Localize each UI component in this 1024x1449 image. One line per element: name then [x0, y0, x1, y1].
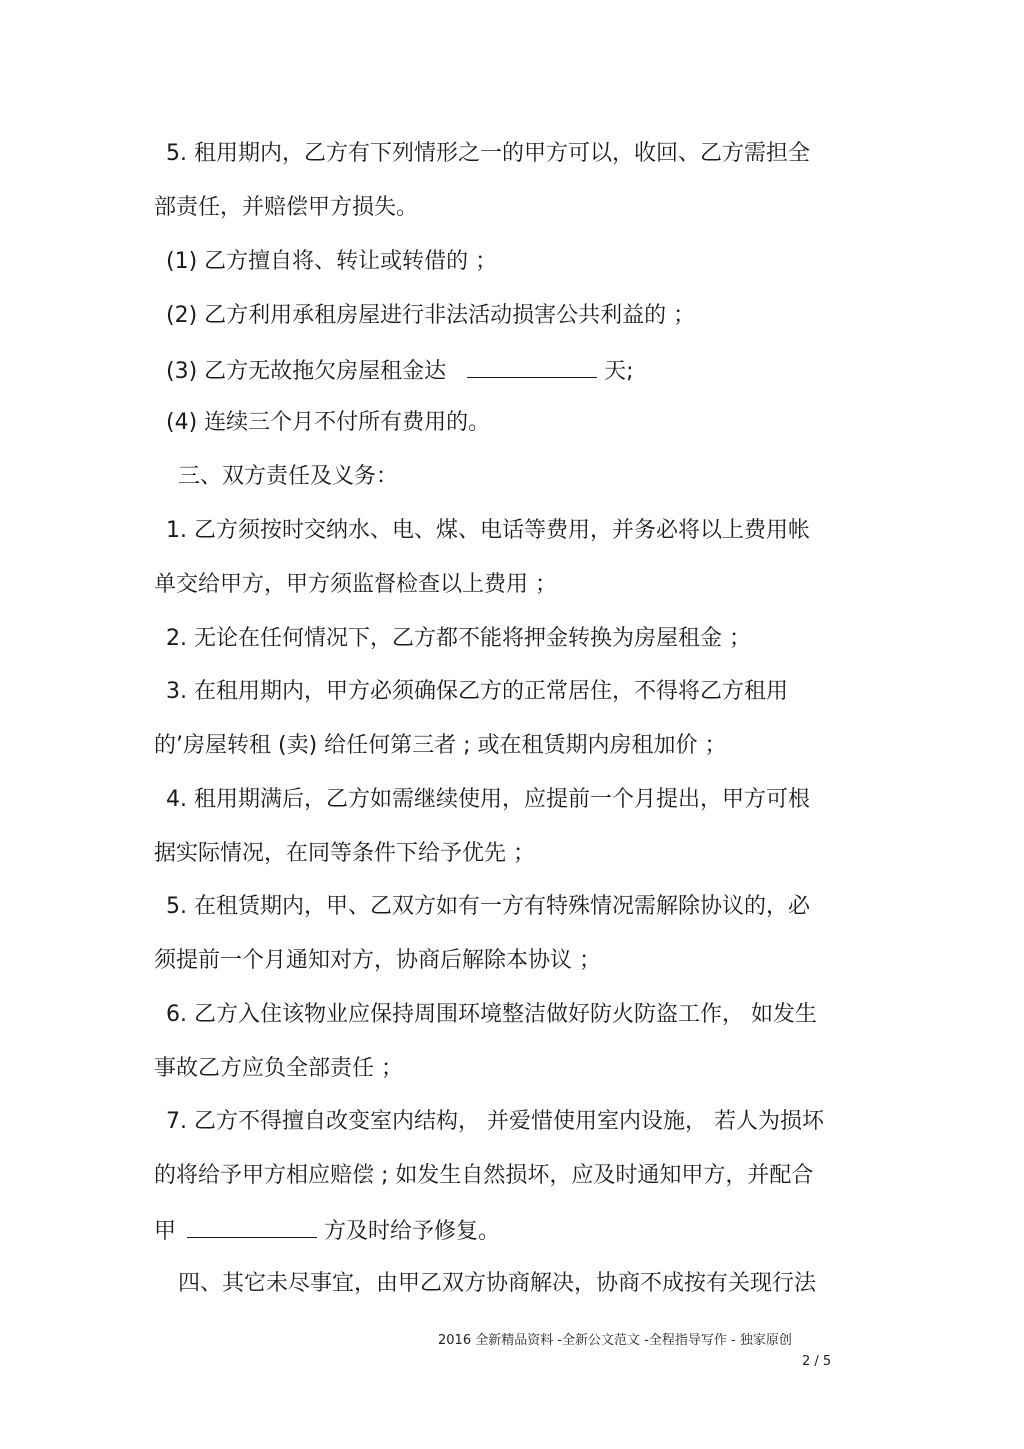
- duty-7-line-1: 7. 乙方不得擅自改变室内结构， 并爱惜使用室内设施， 若人为损坏: [166, 1109, 824, 1134]
- duty-4-line-2: 据实际情况，在同等条件下给予优先 ；: [154, 841, 535, 866]
- item-2: (2) 乙方利用承租房屋进行非法活动损害公共利益的 ；: [166, 303, 696, 328]
- item-3-text: (3) 乙方无故拖欠房屋租金达: [166, 359, 447, 384]
- duty-7-line-3: [154, 1215, 500, 1247]
- duty-5-line-2: 须提前一个月通知对方，协商后解除本协议 ；: [154, 948, 601, 973]
- duty-6-line-1: 6. 乙方入住该物业应保持周围环境整洁做好防火防盗工作， 如发生: [166, 1002, 817, 1027]
- duty-6-line-2: 事故乙方应负全部责任 ；: [154, 1056, 403, 1081]
- duty-3-line-1: 3. 在租用期内，甲方必须确保乙方的正常居住，不得将乙方租用: [166, 679, 788, 704]
- clause-5-line-2: 部责任，并赔偿甲方损失。: [154, 195, 419, 220]
- section-3-heading: 三、双方责任及义务：: [178, 464, 399, 489]
- duty-7-line-2: 的将给予甲方相应赔偿 ; 如发生自然损坏，应及时通知甲方，并配合: [154, 1163, 814, 1188]
- item-1: (1) 乙方擅自将、转让或转借的 ；: [166, 249, 498, 274]
- page-number: 2 / 5: [802, 1354, 832, 1369]
- duty-5-line-1: 5. 在租赁期内，甲、乙双方如有一方有特殊情况需解除协议的，必: [166, 894, 810, 919]
- duty-7-prefix: 甲: [154, 1219, 177, 1244]
- section-4-line-1: 四、其它未尽事宜，由甲乙双方协商解决，协商不成按有关现行法: [178, 1271, 817, 1296]
- duty-4-line-1: 4. 租用期满后，乙方如需继续使用，应提前一个月提出，甲方可根: [166, 787, 810, 812]
- footer-slogan: 2016 全新精品资料 -全新公文范文 -全程指导写作 - 独家原创: [438, 1333, 792, 1348]
- duty-3-line-2: 的’房屋转租 (卖) 给任何第三者 ; 或在租赁期内房租加价 ；: [154, 733, 727, 758]
- item-3: [166, 355, 634, 387]
- clause-5-line-1: 5. 租用期内，乙方有下列情形之一的甲方可以，收回、乙方需担全: [166, 141, 810, 166]
- duty-2: 2. 无论在任何情况下，乙方都不能将押金转换为房屋租金 ；: [166, 626, 751, 651]
- fill-in-blank-days: [467, 355, 597, 378]
- duty-1-line-1: 1. 乙方须按时交纳水、电、煤、电话等费用，并务必将以上费用帐: [166, 518, 810, 543]
- item-3-suffix: 天;: [604, 359, 634, 384]
- item-4: (4) 连续三个月不付所有费用的。: [166, 410, 491, 435]
- duty-7-suffix: 方及时给予修复。: [324, 1219, 501, 1244]
- duty-1-line-2: 单交给甲方，甲方须监督检查以上费用 ；: [154, 572, 557, 597]
- fill-in-blank-party: [187, 1215, 317, 1238]
